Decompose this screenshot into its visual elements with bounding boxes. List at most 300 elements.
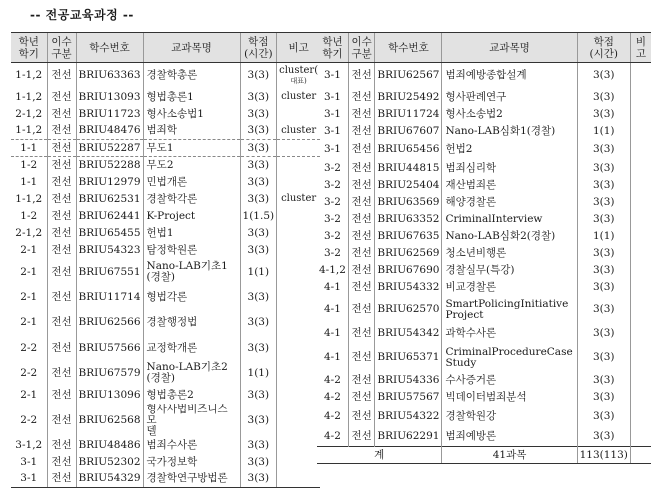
cell-credit: 3(3) [577, 160, 630, 177]
table-row [317, 106, 651, 123]
cell-credit: 1(1) [240, 360, 277, 387]
cell-code: BRIU62569 [375, 245, 442, 262]
cell-type: 전선 [348, 296, 374, 324]
cell-type: 전선 [47, 123, 76, 140]
cell-term: 3-1 [11, 471, 47, 488]
cell-credit: 3(3) [577, 279, 630, 296]
cell-term: 1-1,2 [15, 90, 43, 103]
cell-note [277, 471, 321, 488]
cell-credit: 3(3) [240, 309, 277, 337]
table-row [317, 279, 651, 296]
cell-term: 3-2 [324, 229, 341, 242]
table-row [11, 208, 320, 225]
cell-type: 전선 [348, 406, 374, 427]
cell-note [630, 63, 651, 89]
cell-term: 1-1,2 [15, 124, 43, 137]
cell-code: BRIU54323 [76, 242, 143, 259]
cell-credit: 1(1) [240, 259, 277, 286]
cell-note [630, 177, 651, 194]
cell-note [630, 324, 651, 344]
cell-type: 전선 [47, 89, 76, 106]
cell-term: 3-2 [324, 246, 341, 259]
cell-note [277, 286, 321, 309]
cell-type: 전선 [47, 106, 76, 123]
cell-credit: 3(3) [240, 404, 277, 437]
cell-credit: 3(3) [577, 140, 630, 160]
cell-term: 4-2 [324, 373, 341, 386]
cell-type: 전선 [47, 63, 76, 89]
cell-credit: 3(3) [240, 225, 277, 242]
cell-name: 탐정학원론 [143, 242, 240, 259]
cell-name: 비교경찰론 [442, 279, 577, 296]
table-row [317, 427, 651, 447]
cell-credit: 3(3) [240, 89, 277, 106]
cell-code: BRIU65455 [76, 225, 143, 242]
cell-note [630, 344, 651, 372]
cell-code: BRIU62441 [76, 208, 143, 225]
header-note: 비고 [277, 33, 321, 63]
cell-note [277, 208, 321, 225]
cell-type: 전선 [47, 140, 76, 157]
cell-name: 경찰학각론 [143, 191, 240, 208]
cell-note [277, 454, 321, 471]
cell-term: 2-1,2 [15, 107, 43, 120]
total-count: 41과목 [442, 447, 577, 464]
cell-name: 수사증거론 [442, 372, 577, 389]
cell-name: 형사소송법1 [143, 106, 240, 123]
header-type: 이수 구분 [47, 33, 76, 63]
cell-note [277, 157, 321, 174]
table-row [11, 191, 320, 208]
cell-credit: 3(3) [577, 372, 630, 389]
cell-note [630, 262, 651, 279]
cell-code: BRIU52302 [76, 454, 143, 471]
cell-type: 전선 [348, 228, 374, 245]
cell-credit: 3(3) [240, 123, 277, 140]
cell-name: K-Project [143, 208, 240, 225]
cell-term: 4-1 [324, 303, 341, 315]
cell-name: 범죄학 [143, 123, 240, 140]
cell-credit: 3(3) [577, 324, 630, 344]
cell-credit: 3(3) [240, 437, 277, 454]
table-row [11, 437, 320, 454]
cell-name: CriminalProcedureCase Study [442, 344, 577, 372]
cell-credit: 3(3) [240, 106, 277, 123]
cell-note [630, 427, 651, 447]
cell-type: 전선 [348, 177, 374, 194]
curriculum-table-right [317, 32, 651, 464]
table-row [11, 404, 320, 437]
cell-term: 1-1,2 [15, 69, 43, 82]
cell-term: 2-1,2 [15, 226, 43, 239]
cell-name: 헌법2 [442, 140, 577, 160]
cell-credit: 3(3) [240, 191, 277, 208]
cell-type: 전선 [348, 140, 374, 160]
cell-name: 범죄예방종합설계 [442, 63, 577, 89]
cell-credit: 3(3) [240, 157, 277, 174]
cell-code: BRIU44815 [375, 160, 442, 177]
table-row [317, 194, 651, 211]
cell-note [277, 140, 321, 157]
section-heading: -- 전공교육과정 -- [30, 8, 134, 22]
cell-name: Nano-LAB기초1 (경찰) [143, 259, 240, 286]
cell-name: Nano-LAB심화2(경찰) [442, 228, 577, 245]
cell-note [277, 259, 321, 286]
cell-type: 전선 [47, 454, 76, 471]
cell-note [630, 245, 651, 262]
cell-credit: 3(3) [577, 177, 630, 194]
cell-name: 국가정보학 [143, 454, 240, 471]
cell-credit: 3(3) [577, 262, 630, 279]
cell-term: 2-1 [20, 265, 38, 278]
cell-note: cluster( 대표) [277, 63, 321, 89]
cell-code: BRIU63352 [375, 211, 442, 228]
cell-credit: 3(3) [240, 337, 277, 360]
cell-credit: 3(3) [240, 242, 277, 259]
cell-term: 1-2 [11, 157, 47, 174]
cell-term: 3-1 [324, 107, 341, 120]
table-row [11, 157, 320, 174]
cell-note [630, 194, 651, 211]
table-header-row [317, 33, 651, 63]
cell-note [277, 437, 321, 454]
cell-code: BRIU25404 [375, 177, 442, 194]
cell-term: 3-1 [324, 143, 341, 155]
cell-credit: 3(3) [240, 174, 277, 191]
total-label: 계 [317, 447, 442, 464]
cell-name: 경찰행정법 [143, 309, 240, 337]
cell-type: 전선 [348, 324, 374, 344]
cell-credit: 1(1) [577, 228, 630, 245]
cell-code: BRIU57567 [375, 389, 442, 406]
table-row [11, 337, 320, 360]
table-row [11, 174, 320, 191]
cell-term: 1-2 [20, 209, 38, 222]
table-row [11, 309, 320, 337]
cell-name: Nano-LAB기초2 (경찰) [143, 360, 240, 387]
cell-type: 전선 [47, 191, 76, 208]
cell-name: 청소년비행론 [442, 245, 577, 262]
cell-type: 전선 [348, 344, 374, 372]
cell-code: BRIU25492 [375, 89, 442, 106]
cell-note [277, 387, 321, 404]
cell-code: BRIU13093 [76, 89, 143, 106]
cell-name: 경찰학연구방법론 [143, 471, 240, 488]
cell-code: BRIU54329 [76, 471, 143, 488]
table-row [317, 296, 651, 324]
cell-type: 전선 [47, 387, 76, 404]
cell-code: BRIU12979 [76, 174, 143, 191]
cell-note [630, 123, 651, 140]
table-row [11, 454, 320, 471]
cell-type: 전선 [47, 471, 76, 488]
table-body-right [317, 63, 651, 447]
cell-term: 2-1 [20, 388, 38, 401]
table-row [317, 123, 651, 140]
table-row [11, 140, 320, 157]
cell-type: 전선 [47, 259, 76, 286]
cell-note [277, 106, 321, 123]
table-row [11, 360, 320, 387]
total-note [630, 447, 651, 464]
cell-credit: 3(3) [577, 296, 630, 324]
table-row [317, 406, 651, 427]
cell-term: 2-2 [20, 341, 38, 354]
cell-term: 1-1,2 [15, 192, 43, 205]
table-row [317, 177, 651, 194]
cell-note [277, 404, 321, 437]
cell-name: 과학수사론 [442, 324, 577, 344]
cell-name: 형법총론2 [143, 387, 240, 404]
cell-name: 경찰학총론 [143, 63, 240, 89]
cell-credit: 3(3) [240, 387, 277, 404]
cell-name: 빅데이터범죄분석 [442, 389, 577, 406]
table-row [317, 140, 651, 160]
cell-term: 2-1 [20, 243, 38, 256]
cell-credit: 3(3) [577, 106, 630, 123]
cell-term: 4-2 [324, 409, 341, 422]
cell-term: 3-2 [324, 178, 341, 191]
cell-note [277, 309, 321, 337]
cell-term: 1-1 [11, 140, 47, 157]
table-row [11, 471, 320, 488]
cell-type: 전선 [348, 160, 374, 177]
header-credit: 학점 (시간) [577, 33, 630, 63]
table-header-row [11, 33, 320, 63]
cell-term: 1-1 [20, 175, 38, 188]
cell-name: 형사사법비즈니스모 델 [143, 404, 240, 437]
cell-code: BRIU67690 [375, 262, 442, 279]
cell-credit: 3(3) [577, 63, 630, 89]
cell-term: 4-2 [324, 390, 341, 403]
cell-term: 4-1 [324, 351, 341, 363]
cell-term: 3-2 [324, 161, 341, 174]
table-row [317, 63, 651, 89]
header-name: 교과목명 [442, 33, 577, 63]
cell-type: 전선 [47, 225, 76, 242]
table-row [11, 89, 320, 106]
cell-name: SmartPolicingInitiative Project [442, 296, 577, 324]
cell-type: 전선 [348, 106, 374, 123]
cell-name: 해양경찰론 [442, 194, 577, 211]
table-row [11, 63, 320, 89]
cell-credit: 3(3) [240, 286, 277, 309]
cell-type: 전선 [47, 242, 76, 259]
table-row [317, 324, 651, 344]
cell-code: BRIU13096 [76, 387, 143, 404]
table-row [317, 372, 651, 389]
cell-note [630, 228, 651, 245]
cell-type: 전선 [348, 194, 374, 211]
cell-term: 3-1 [20, 455, 38, 468]
cell-name: Nano-LAB심화1(경찰) [442, 123, 577, 140]
cell-code: BRIU63363 [76, 63, 143, 89]
cell-code: BRIU63569 [375, 194, 442, 211]
cell-name: CriminalInterview [442, 211, 577, 228]
cell-type: 전선 [47, 286, 76, 309]
cell-name: 형법각론 [143, 286, 240, 309]
cell-code: BRIU54332 [375, 279, 442, 296]
cell-term: 4-1 [324, 327, 341, 339]
cell-type: 전선 [348, 245, 374, 262]
cell-type: 전선 [47, 174, 76, 191]
cell-code: BRIU67579 [76, 360, 143, 387]
cell-code: BRIU54342 [375, 324, 442, 344]
cell-term: 2-2 [20, 366, 38, 379]
cell-name: 민법개론 [143, 174, 240, 191]
cell-type: 전선 [47, 208, 76, 225]
cell-type: 전선 [348, 279, 374, 296]
cell-type: 전선 [348, 123, 374, 140]
cell-type: 전선 [47, 337, 76, 360]
cell-term: 2-2 [20, 413, 38, 426]
cell-note [630, 106, 651, 123]
cell-credit: 3(3) [577, 389, 630, 406]
cell-note [277, 360, 321, 387]
cell-note [630, 372, 651, 389]
cell-note: cluster [277, 191, 321, 208]
table-row [317, 160, 651, 177]
cell-credit: 1(1) [577, 123, 630, 140]
table-row [11, 106, 320, 123]
cell-code: BRIU11724 [375, 106, 442, 123]
curriculum-table-left [11, 32, 320, 488]
header-term: 학년 학기 [11, 33, 47, 63]
cell-term: 2-1 [20, 290, 38, 303]
cell-note [630, 279, 651, 296]
cell-term: 4-2 [324, 429, 341, 442]
cell-code: BRIU65456 [375, 140, 442, 160]
cell-credit: 3(3) [577, 211, 630, 228]
cell-credit: 1(1.5) [240, 208, 277, 225]
cell-name: 재산범죄론 [442, 177, 577, 194]
cell-note [277, 225, 321, 242]
cell-name: 범죄수사론 [143, 437, 240, 454]
table-row [11, 123, 320, 140]
cell-term: 4-1,2 [319, 263, 346, 276]
cell-code: BRIU62568 [76, 404, 143, 437]
table-body-left [11, 63, 320, 488]
cell-credit: 3(3) [577, 427, 630, 447]
cell-code: BRIU54336 [375, 372, 442, 389]
header-note: 비고 [630, 33, 651, 63]
cell-term: 3-2 [324, 195, 341, 208]
cell-code: BRIU57566 [76, 337, 143, 360]
cell-name: 범죄심리학 [442, 160, 577, 177]
cell-code: BRIU11714 [76, 286, 143, 309]
table-row [317, 89, 651, 106]
cell-code: BRIU11723 [76, 106, 143, 123]
cell-note [630, 89, 651, 106]
cell-code: BRIU52287 [76, 140, 143, 157]
cell-note [630, 389, 651, 406]
cell-note: cluster [277, 123, 321, 140]
cell-type: 전선 [348, 89, 374, 106]
cell-credit: 3(3) [240, 140, 277, 157]
cell-type: 전선 [47, 309, 76, 337]
table-row [11, 259, 320, 286]
cell-type: 전선 [348, 63, 374, 89]
cell-note: cluster [277, 89, 321, 106]
cell-credit: 3(3) [240, 454, 277, 471]
cell-code: BRIU48476 [76, 123, 143, 140]
header-code: 학수번호 [375, 33, 442, 63]
total-row [317, 447, 651, 464]
cell-note [277, 174, 321, 191]
cell-code: BRIU62567 [375, 63, 442, 89]
cell-code: BRIU67607 [375, 123, 442, 140]
cell-note [630, 140, 651, 160]
cell-credit: 3(3) [240, 63, 277, 89]
cell-term: 3-2 [324, 212, 341, 225]
cell-credit: 3(3) [577, 194, 630, 211]
cell-credit: 3(3) [577, 344, 630, 372]
cell-term: 3-1 [324, 124, 341, 137]
cell-credit: 3(3) [577, 89, 630, 106]
cell-type: 전선 [348, 262, 374, 279]
cell-type: 전선 [47, 404, 76, 437]
cell-name: 헌법1 [143, 225, 240, 242]
table-row [317, 211, 651, 228]
cell-credit: 3(3) [577, 245, 630, 262]
cell-type: 전선 [47, 157, 76, 174]
table-row [11, 387, 320, 404]
cell-name: 교정학개론 [143, 337, 240, 360]
table-row [11, 242, 320, 259]
cell-code: BRIU67551 [76, 259, 143, 286]
cell-code: BRIU62291 [375, 427, 442, 447]
cell-note [277, 242, 321, 259]
cell-term: 2-1 [20, 316, 38, 328]
table-row [11, 286, 320, 309]
cell-note [630, 296, 651, 324]
cell-code: BRIU62531 [76, 191, 143, 208]
cell-code: BRIU62570 [375, 296, 442, 324]
table-row [317, 245, 651, 262]
header-code: 학수번호 [76, 33, 143, 63]
cell-name: 형사판례연구 [442, 89, 577, 106]
header-name: 교과목명 [143, 33, 240, 63]
cell-type: 전선 [348, 211, 374, 228]
header-type: 이수 구분 [348, 33, 374, 63]
cell-name: 형법총론1 [143, 89, 240, 106]
cell-credit: 3(3) [240, 471, 277, 488]
cell-note [630, 211, 651, 228]
cell-type: 전선 [348, 372, 374, 389]
table-row [317, 389, 651, 406]
cell-code: BRIU67635 [375, 228, 442, 245]
header-term: 학년 학기 [317, 33, 348, 63]
cell-code: BRIU52288 [76, 157, 143, 174]
total-credit: 113(113) [577, 447, 630, 464]
cell-name: 범죄예방론 [442, 427, 577, 447]
cell-type: 전선 [47, 437, 76, 454]
cell-term: 3-1,2 [15, 438, 43, 451]
cell-note [630, 160, 651, 177]
table-row [11, 225, 320, 242]
cell-name: 무도1 [143, 140, 240, 157]
cell-code: BRIU54322 [375, 406, 442, 427]
cell-note [630, 406, 651, 427]
cell-name: 경찰학원강 [442, 406, 577, 427]
cell-code: BRIU65371 [375, 344, 442, 372]
table-row [317, 262, 651, 279]
cell-type: 전선 [348, 427, 374, 447]
header-credit: 학점 (시간) [240, 33, 277, 63]
cell-name: 경찰실무(특강) [442, 262, 577, 279]
cell-type: 전선 [348, 389, 374, 406]
cell-term: 4-1 [324, 280, 341, 293]
